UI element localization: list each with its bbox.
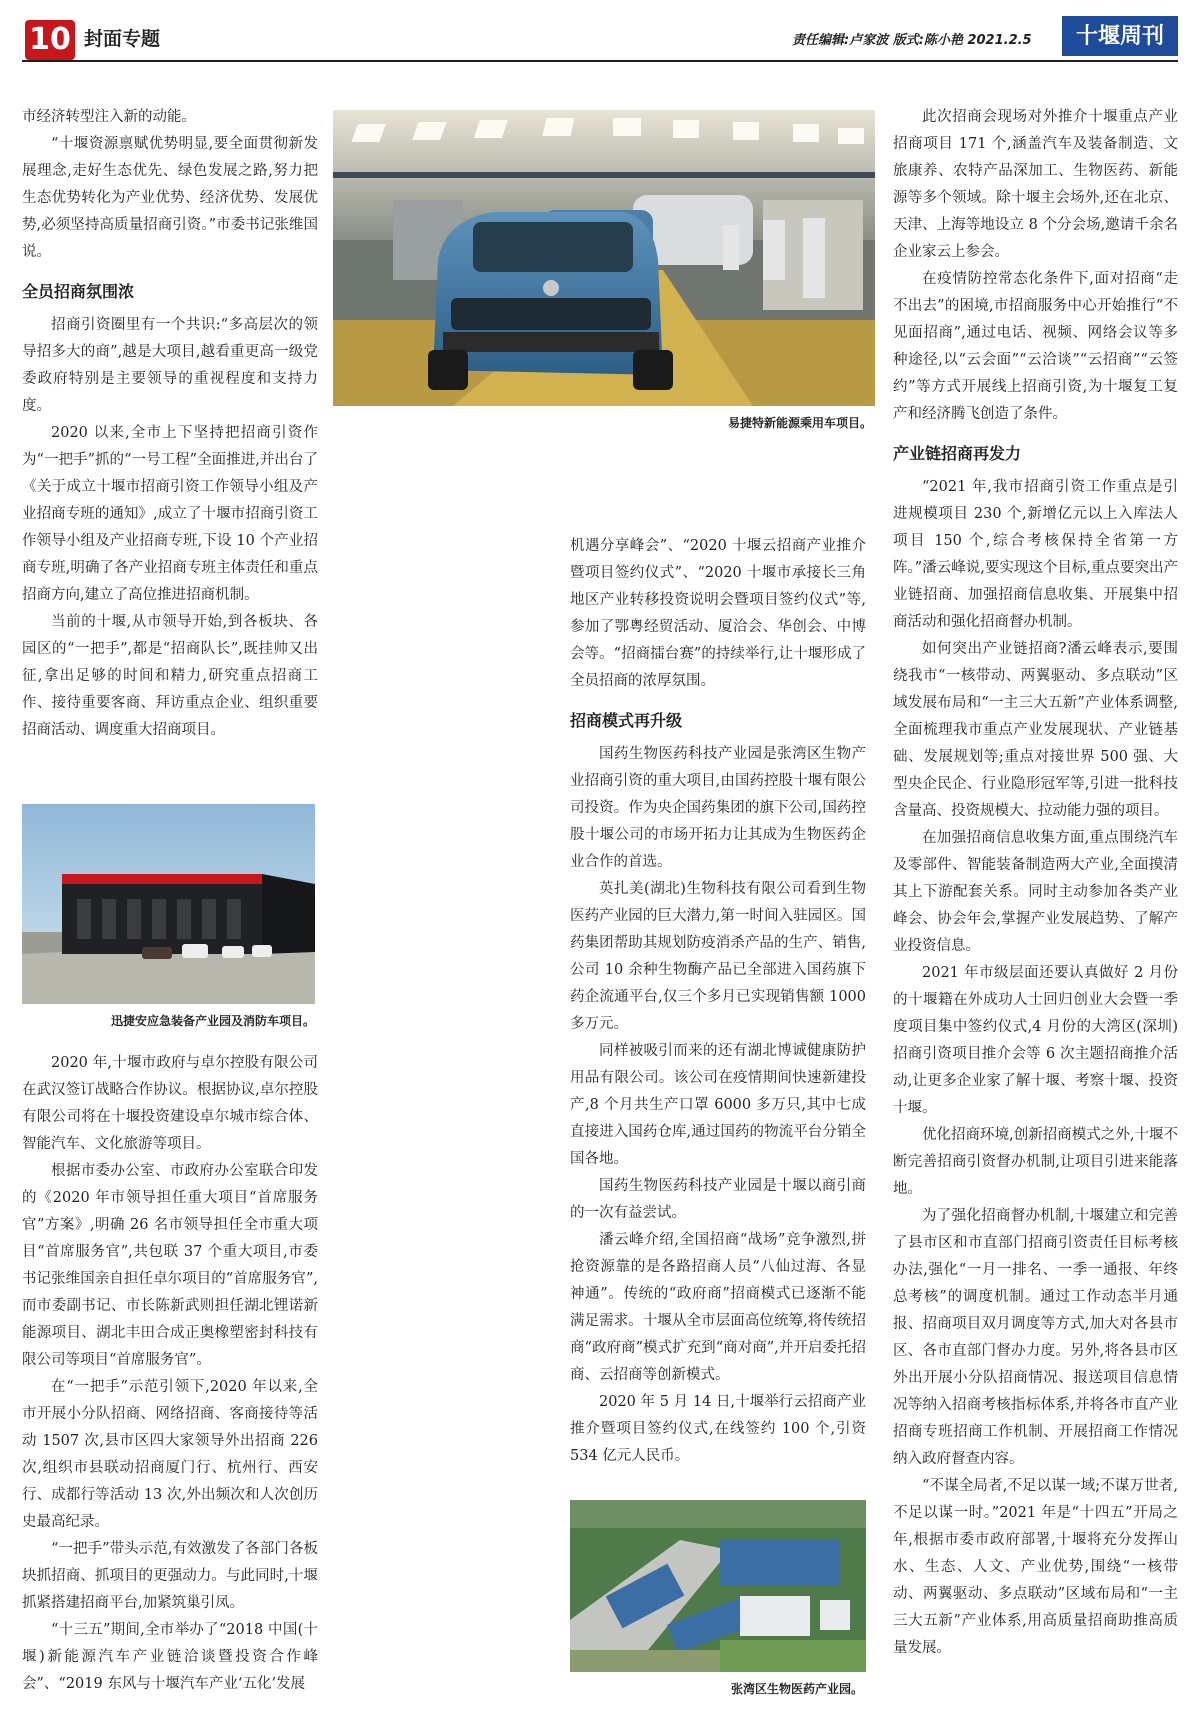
col2-paragraph: 国药生物医药科技产业园是十堰以商引商的一次有益尝试。 [570,1178,866,1221]
editor-credits: 责任编辑:卢家波 版式:陈小艳 2021.2.5 [792,33,1032,48]
col1-paragraph: 当前的十堰,从市领导开始,到各板块、各园区的“一把手”,都是“招商队长”,既挂帅又出征,拿出足够的时间和精力,研究重点招商工作、接待重要客商、拜访重点企业、组织重要招商活动、调度重大招商项目。 [22,614,318,738]
car-factory-illustration [333,110,875,406]
col3-paragraph: 优化招商环境,创新招商模式之外,十堰不断完善招商引资督办机制,让项目引进来能落地。 [893,1127,1178,1197]
col3-paragraph: 2021 年市级层面还要认真做好 2 月份的十堰籍在外成功人士回归创业大会暨一季度项目集中签约仪式,4 月份的大湾区(深圳)招商引资项目推介会等 6 次主题招商推介活动,让更多企业家了解十堰、考察十堰、投资十堰。 [893,965,1178,1116]
fire-truck-factory-photo [22,804,315,1004]
column-3 [893,104,1178,1662]
col1-paragraph: 在“一把手”示范引领下,2020 年以来,全市开展小分队招商、网络招商、客商接待等活动 1507 次,县市区四大家领导外出招商 226 次,组织市县联动招商厦门行、杭州行、西安行、成都行等活动 13 次,外出频次和人次创历史最高纪录。 [22,1379,318,1530]
biomed-park-illustration [570,1500,866,1672]
col2-subheading: 招商模式再升级 [570,711,683,730]
car-factory-photo [333,110,875,406]
car-factory-caption: 易捷特新能源乘用车项目。 [727,416,872,430]
biomed-park-caption: 张湾区生物医药产业园。 [730,1682,863,1696]
col3-paragraph: “不谋全局者,不足以谋一域;不谋万世者,不足以谋一时。”2021 年是“十四五”开局之年,根据市委市政府部署,十堰将充分发挥山水、生态、人文、产业优势,围绕“一核带动、两翼驱动、多点联动”区域布局和“一主三大五新”产业体系,用高质量招商助推高质量发展。 [893,1478,1178,1656]
column-2 [570,533,866,1470]
page-header [22,16,1178,64]
col1-paragraph: 2020 以来,全市上下坚持把招商引资作为“一把手”抓的“一号工程”全面推进,并出台了《关于成立十堰市招商引资工作领导小组及产业招商专班的通知》,成立了十堰市招商引资工作领导小组及产业招商专班,下设 10 个产业招商专班,明确了各产业招商专班主体责任和重点招商方向,建立了高位推进招商机制。 [22,425,318,603]
col2-paragraph: 机遇分享峰会”、“2020 十堰云招商产业推介暨项目签约仪式”、“2020 十堰市承接长三角地区产业转移投资说明会暨项目签约仪式”等,参加了鄂粤经贸活动、厦洽会、华创会、中博会等。“招商擂台赛”的持续举行,让十堰形成了全员招商的浓厚氛围。 [570,538,866,689]
masthead-logo: 十堰周刊 [1062,16,1178,56]
col1-paragraph: 招商引资圈里有一个共识:“多高层次的领导招多大的商”,越是大项目,越看重更高一级党委政府特别是主要领导的重视程度和支持力度。 [22,317,318,414]
col3-paragraph: 为了强化招商督办机制,十堰建立和完善了县市区和市直部门招商引资责任目标考核办法,强化“一月一排名、一季一通报、年终总考核”的调度机制。通过工作动态半月通报、招商项目双月调度等方式,加大对各县市区、各市直部门督办力度。另外,将各县市区外出开展小分队招商情况、报送项目信息情况等纳入招商考核指标体系,并将各市直产业招商专班招商工作机制、开展招商工作情况纳入政府督查内容。 [893,1208,1178,1467]
col1-paragraph: “一把手”带头示范,有效激发了各部门各板块抓招商、抓项目的更强动力。与此同时,十堰抓紧搭建招商平台,加紧筑巢引凤。 [22,1541,318,1611]
col2-paragraph: 英扎美(湖北)生物科技有限公司看到生物医药产业园的巨大潜力,第一时间入驻园区。国药集团帮助其规划防疫消杀产品的生产、销售,公司 10 余种生物酶产品已全部进入国药旗下药企流通平台,仅三个多月已实现销售额 1000 多万元。 [570,881,866,1032]
page-number: 10 [25,20,75,60]
col3-subheading: 产业链招商再发力 [893,444,1022,463]
biomed-park-photo [570,1500,866,1672]
col1-subheading: 全员招商氛围浓 [22,282,135,301]
fire-truck-factory-illustration [22,804,315,1004]
col2-paragraph: 同样被吸引而来的还有湖北博诚健康防护用品有限公司。该公司在疫情期间快速新建投产,8 个月共生产口罩 6000 多万只,其中七成直接进入国药仓库,通过国药的物流平台分销全国各地。 [570,1043,866,1167]
column-1-lower [22,1050,318,1698]
col1-paragraph: 市经济转型注入新的动能。 [22,109,196,125]
col3-paragraph: 在疫情防控常态化条件下,面对招商“走不出去”的困境,市招商服务中心开始推行“不见面招商”,通过电话、视频、网络会议等多种途径,以“云会面”“云洽谈”“云招商”“云签约”等方式开展线上招商引资,为十堰复工复产和经济腾飞创造了条件。 [893,271,1178,422]
col2-paragraph: 2020 年 5 月 14 日,十堰举行云招商产业推介暨项目签约仪式,在线签约 100 个,引资 534 亿元人民币。 [570,1394,866,1464]
fire-truck-caption: 迅捷安应急装备产业园及消防车项目。 [110,1014,315,1028]
header-divider [22,60,1178,62]
col3-paragraph: “2021 年,我市招商引资工作重点是引进规模项目 230 个,新增亿元以上入库法人项目 150 个,综合考核保持全省第一方阵。”潘云峰说,要实现这个目标,重点要突出产业链招商、加强招商信息收集、开展集中招商活动和强化招商督办机制。 [893,479,1178,630]
col1-paragraph: 根据市委办公室、市政府办公室联合印发的《2020 年市领导担任重大项目“首席服务官”方案》,明确 26 名市领导担任全市重大项目“首席服务官”,共包联 37 个重大项目,市委书记张维国亲自担任卓尔项目的“首席服务官”,而市委副书记、市长陈新武则担任湖北锂诺新能源项目、湖北丰田合成正奥橡塑密封科技有限公司等项目“首席服务官”。 [22,1163,318,1368]
column-1-upper [22,104,318,744]
col1-paragraph: “十堰资源禀赋优势明显,要全面贯彻新发展理念,走好生态优先、绿色发展之路,努力把生态优势转化为产业优势、经济优势、发展优势,必须坚持高质量招商引资。”市委书记张维国说。 [22,136,318,260]
col1-paragraph: “十三五”期间,全市举办了“2018 中国(十堰)新能源汽车产业链洽谈暨投资合作峰会”、“2019 东风与十堰汽车产业‘五化’发展 [22,1622,318,1692]
col1-paragraph: 2020 年,十堰市政府与卓尔控股有限公司在武汉签订战略合作协议。根据协议,卓尔控股有限公司将在十堰投资建设卓尔城市综合体、智能汽车、文化旅游等项目。 [22,1055,318,1152]
col2-paragraph: 国药生物医药科技产业园是张湾区生物产业招商引资的重大项目,由国药控股十堰有限公司投资。作为央企国药集团的旗下公司,国药控股十堰公司的市场开拓力让其成为生物医药企业合作的首选。 [570,746,866,870]
col2-paragraph: 潘云峰介绍,全国招商“战场”竞争激烈,拼抢资源靠的是各路招商人员“八仙过海、各显神通”。传统的“政府商”招商模式已逐渐不能满足需求。十堰从全市层面高位统筹,将传统招商“政府商”模式扩充到“商对商”,并开启委托招商、云招商等创新模式。 [570,1232,866,1383]
col3-paragraph: 在加强招商信息收集方面,重点围绕汽车及零部件、智能装备制造两大产业,全面摸清其上下游配套关系。同时主动参加各类产业峰会、协会年会,掌握产业发展趋势、了解产业投资信息。 [893,830,1178,954]
col3-paragraph: 此次招商会现场对外推介十堰重点产业招商项目 171 个,涵盖汽车及装备制造、文旅康养、农特产品深加工、生物医药、新能源等多个领域。除十堰主会场外,还在北京、天津、上海等地设立 8 个分会场,邀请千余名企业家云上参会。 [893,109,1178,260]
section-title: 封面专题 [84,28,161,50]
col3-paragraph: 如何突出产业链招商?潘云峰表示,要围绕我市“一核带动、两翼驱动、多点联动”区域发展布局和“一主三大五新”产业体系调整,全面梳理我市重点产业发展现状、产业链基础、发展规划等;重点对接世界 500 强、大型央企民企、行业隐形冠军等,引进一批科技含量高、投资规模大、拉动能力强的项目。 [893,641,1178,819]
